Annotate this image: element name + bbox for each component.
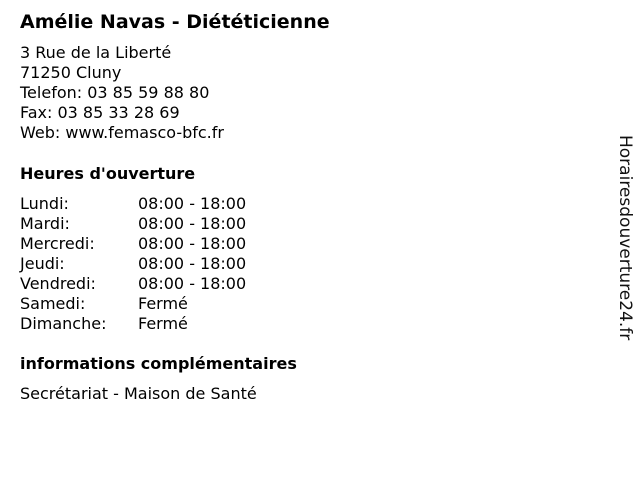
hours-time: 08:00 - 18:00 [138, 254, 247, 273]
hours-day: Jeudi: [20, 254, 65, 273]
hours-day: Mercredi: [20, 234, 95, 253]
hours-time: 08:00 - 18:00 [138, 234, 247, 253]
hours-day: Dimanche: [20, 314, 107, 333]
hours-time: 08:00 - 18:00 [138, 274, 247, 293]
address-web: Web: www.femasco-bfc.fr [20, 123, 224, 142]
address-fax: Fax: 03 85 33 28 69 [20, 103, 180, 122]
hours-time: Fermé [138, 294, 188, 313]
info-heading: informations complémentaires [20, 354, 297, 373]
hours-heading: Heures d'ouverture [20, 164, 196, 183]
hours-time: 08:00 - 18:00 [138, 194, 247, 213]
hours-time: Fermé [138, 314, 188, 333]
hours-day: Lundi: [20, 194, 69, 213]
address-street: 3 Rue de la Liberté [20, 43, 172, 62]
brand-watermark: Horairesdouverture24.fr [615, 135, 635, 341]
info-text: Secrétariat - Maison de Santé [20, 384, 257, 403]
address-city: 71250 Cluny [20, 63, 122, 82]
address-phone: Telefon: 03 85 59 88 80 [20, 83, 210, 102]
hours-day: Mardi: [20, 214, 70, 233]
hours-time: 08:00 - 18:00 [138, 214, 247, 233]
address-block [20, 43, 224, 143]
page-title: Amélie Navas - Diététicienne [20, 11, 330, 33]
hours-day: Samedi: [20, 294, 86, 313]
hours-day: Vendredi: [20, 274, 96, 293]
